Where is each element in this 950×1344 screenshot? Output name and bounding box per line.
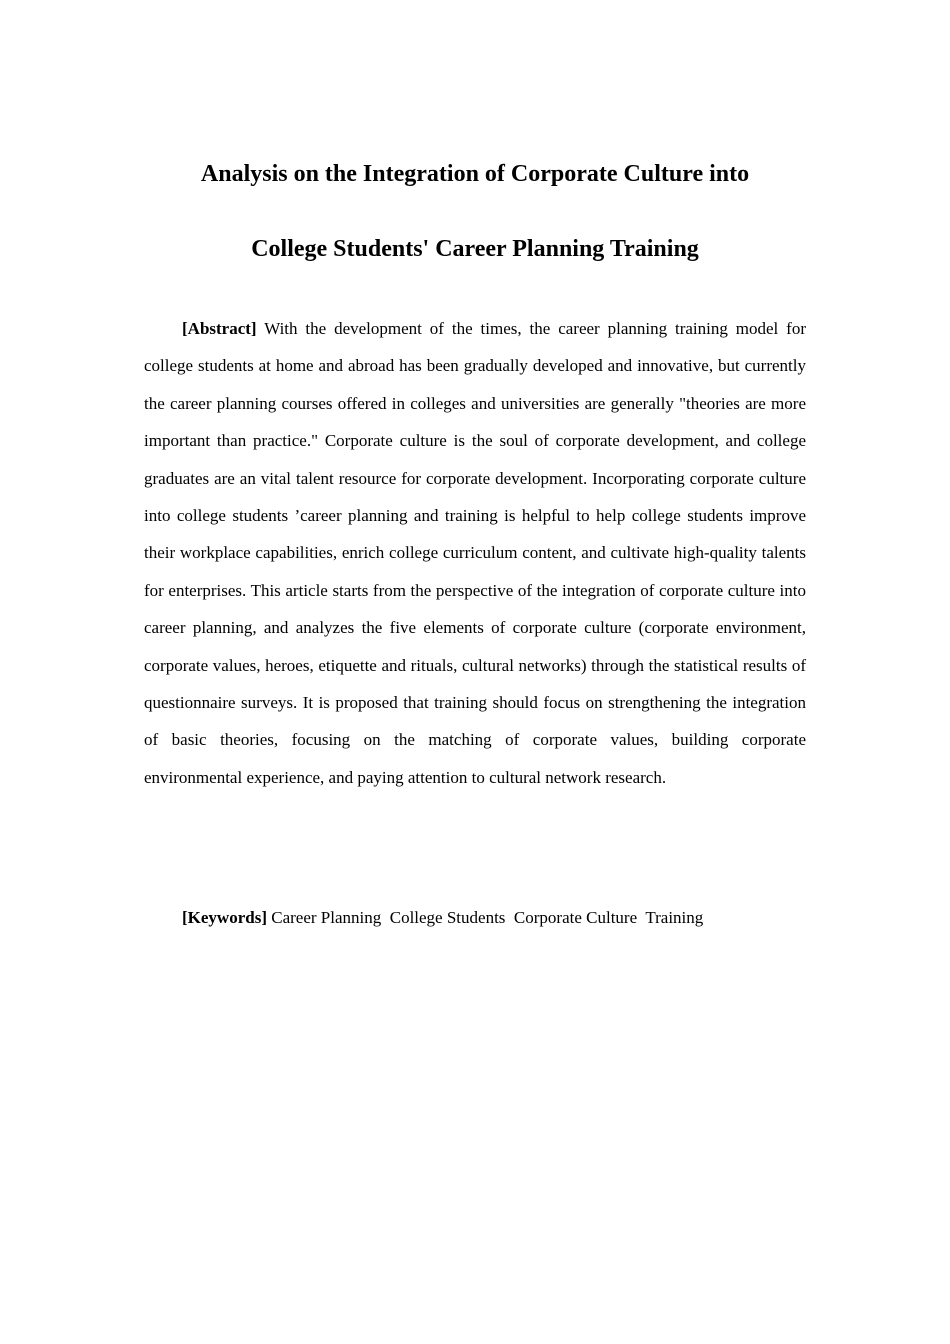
keywords-label: [Keywords] [182,908,267,927]
keywords-paragraph [144,903,806,933]
abstract-text: With the development of the times, the career planning training model for college students at home and abroad has been gradually developed and innovative, but currently the career planning courses offered in colleges and universities are generally "theories are more important than practice." Corporate culture is the soul of corporate development, and college graduates are an vital talent resource for corporate development. Incorporating corporate culture into college students ’career planning and training is helpful to help college students improve their workplace capabilities, enrich college curriculum content, and cultivate high-quality talents for enterprises. This article starts from the perspective of the integration of corporate culture into career planning, and analyzes the five elements of corporate culture (corporate environment, corporate values, heroes, etiquette and rituals, cultural networks) through the statistical results of questionnaire surveys. It is proposed that training should focus on strengthening the integration of basic theories, focusing on the matching of corporate values, building corporate environmental experience, and paying attention to cultural network research. [144,319,806,787]
abstract-paragraph [144,310,806,796]
paper-title-line-2: College Students' Career Planning Training [251,236,699,262]
abstract-label: [Abstract] [182,319,257,338]
keywords-text: Career Planning College Students Corporate Culture Training [271,908,704,927]
paper-title-line-1: Analysis on the Integration of Corporate Culture into [200,161,750,187]
